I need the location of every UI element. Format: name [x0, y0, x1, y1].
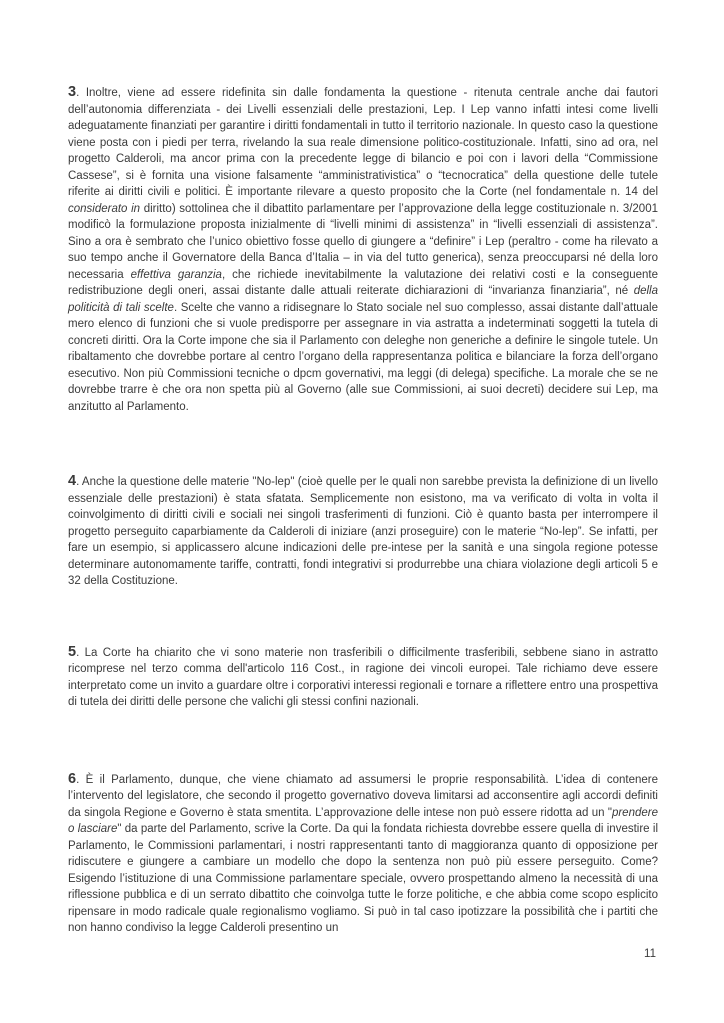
- paragraph-5-text: [68, 647, 658, 709]
- italic-text-segment: considerato in: [68, 202, 141, 215]
- paragraph-6: [68, 771, 658, 937]
- paragraph-5-number: 5: [68, 643, 77, 660]
- italic-text-segment: effettiva garanzia: [130, 268, 222, 281]
- paragraph-6-number: 6: [68, 770, 77, 787]
- page-body-text: [68, 84, 658, 937]
- paragraph-3-number: 3: [68, 84, 77, 100]
- text-segment: . È il Parlamento, dunque, che viene chiamato ad assumersi le proprie responsabilità. L’idea di contenere l’intervento del legislatore, che secondo il progetto governativo doveva limitarsi ad acconsentire agli accordi definiti da singola Regione e Governo è stata smentita. L’approvazione delle intese non può essere ridotta ad un ": [68, 773, 658, 819]
- paragraph-6-text: [68, 774, 658, 935]
- italic-text-segment: prendere o lasciare: [68, 806, 658, 835]
- text-segment: . Inoltre, viene ad essere ridefinita sin dalle fondamenta la questione - ritenuta centrale anche dai fautori dell’autonomia differenziata - dei Livelli essenziali delle prestazioni, Lep. I Lep vanno infatti intesi come livelli adeguatamente finanziati per garantire i diritti fondamentali in tutto il territorio nazionale. In questo caso la questione viene posta con i piedi per terra, rivelando la sua reale dimensione politico-costituzionale. Infatti, sino ad ora, nel progetto Calderoli, ma ancor prima con la precedente legge di bilancio e poi con i lavori della “Commissione Cassese”, si è fornita una visione falsamente “amministrativistica” o “tecnocratica” della questione delle tutele riferite ai diritti civili e politici. È importante rilevare a questo proposito che la Corte (nel fondamentale n. 14 del: [68, 87, 658, 198]
- text-segment: . Scelte che vanno a ridisegnare lo Stato sociale nel suo complesso, assai distante dall’attuale mero elenco di funzioni che si vuole predisporre per assegnare in via astratta a indeterminati soggetti la tutela di concreti diritti. Ora la Corte impone che sia il Parlamento con deleghe non generiche a definire le singole tutele. Un ribaltamento che dovrebbe portare al centro l’organo della rappresentanza politica e bilanciare la forza dell’organo esecutivo. Non più Commissioni tecniche o dpcm governativi, ma leggi (di delega) specifiche. La morale che se ne dovrebbe trarre è che ora non spetta più al Governo (alle sue Commissioni, ai suoi decreti) decidere sui Lep, ma anzitutto al Parlamento.: [68, 301, 659, 413]
- text-segment: " da parte del Parlamento, scrive la Corte. Da qui la fondata richiesta dovrebbe essere quella di investire il Parlamento, le Commissioni parlamentari, i nostri rappresentanti tanto di maggioranza quanto di opposizione per ridiscutere e giungere a cambiare un modello che dopo la sentenza non può più essere perseguito. Come? Esigendo l’istituzione di una Commissione parlamentare speciale, ovvero prospettando almeno la necessità di una riflessione pubblica e di un serrato dibattito che coinvolga tutte le forze politiche, e che abbia come scopo esplicito ripensare in modo radicale quale regionalismo vogliamo. Si può in tal caso ipotizzare la possibilità che i partiti che non hanno condiviso la legge Calderoli presentino un: [68, 823, 658, 934]
- paragraph-3-text: [68, 87, 658, 413]
- text-segment: , che richiede inevitabilmente la valutazione dei relativi costi e la conseguente redistribuzione degli oneri, assai distante dalle attuali reiterate dichiarazioni di “invarianza finanziaria”, né: [68, 268, 658, 297]
- text-segment: diritto) sottolinea che il dibattito parlamentare per l’approvazione della legge costituzionale n. 3/2001 modificò la formulazione proposta inizialmente di “livelli minimi di assistenza” in “livelli essenziali di assistenza”. Sino a ora è sembrato che l’unico obiettivo fosse quello di giungere a “definire” i Lep (peraltro - come ha rilevato a suo tempo anche il Governatore della Banca d’Italia – in via del tutto generica), senza preoccuparsi né della loro necessaria: [68, 202, 658, 281]
- text-segment: . Anche la questione delle materie "No-lep" (cioè quelle per le quali non sarebbe prevista la definizione di un livello essenziale delle prestazioni) è stata sfatata. Semplicemente non esistono, ma va verificato di volta in volta il coinvolgimento di diritti civili e sociali nei singoli trasferimenti di funzioni. Ciò è quanto basta per interrompere il progetto perseguito caparbiamente da Calderoli di iniziare (anzi proseguire) con le materie “No-lep”. Se infatti, per fare un esempio, si applicassero alcune indicazioni delle pre-intese per la sanità e una singola regione potesse determinare autonomamente tariffe, contratti, fondi integrativi si produrrebbe una chiara violazione degli articoli 5 e 32 della Costituzione.: [68, 476, 658, 587]
- paragraph-4: [68, 473, 658, 590]
- paragraph-4-number: 4: [68, 473, 77, 489]
- paragraph-4-text: [68, 476, 658, 587]
- text-segment: . La Corte ha chiarito che vi sono materie non trasferibili o difficilmente trasferibili, sebbene siano in astratto ricomprese nel terzo comma dell'articolo 116 Cost., in ragione dei vincoli europei. Tale richiamo deve essere interpretato come un invito a guardare oltre i corporativi interessi regionali e tornare a riflettere entro una prospettiva di tutela dei diritti delle persone che valichi gli stessi confini nazionali.: [68, 646, 658, 708]
- paragraph-5: [68, 644, 658, 711]
- paragraph-3: [68, 84, 658, 415]
- page-number: 11: [644, 948, 656, 960]
- italic-text-segment: della politicità di tali scelte: [68, 285, 658, 314]
